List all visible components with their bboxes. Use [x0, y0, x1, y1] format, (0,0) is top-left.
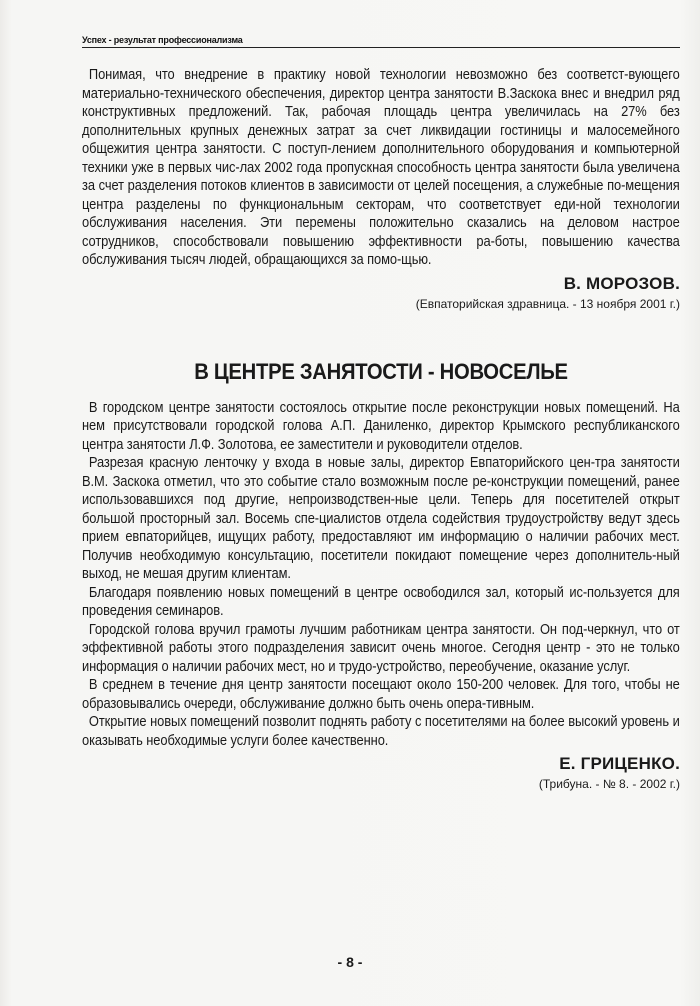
paragraph: Понимая, что внедрение в практику новой технологии невозможно без соответст-вующего материально-технического обеспечения, директор центра занятости В.Заскока внес и внедрил ряд конструктивных предложений. Так, рабочая площадь центра увеличилась на 27% без дополнительных крупных денежных затрат за счет ликвидации гостиницы и малосемейного общежития центра занятости. С поступ-лением дополнительного оборудования и компьютерной техники уже в первых чис-лах 2002 года пропускная способность центра занятости была увеличена за счет разделения потоков клиентов в зависимости от целей посещения, а служебные по-мещения центра разделены по функциональным секторам, что соответствует еди-ной технологии обслуживания населения. Эти перемены положительно сказались на деловом настрое сотрудников, способствовали повышению эффективности ра-боты, повышению качества обслуживания тысяч людей, обращающихся за помо-щью.: [82, 66, 680, 268]
source-citation: (Трибуна. - № 8. - 2002 г.): [538, 777, 680, 791]
page-number: - 8 -: [337, 954, 363, 970]
paragraph: В городском центре занятости состоялось открытие после реконструкции новых помещений. На нем присутствовали городской голова А.П. Даниленко, директор Крымского республиканского центра занятости Л.Ф. Золотова, ее заместители и руководители отделов.: [82, 398, 680, 453]
author-signature: В. МОРОЗОВ.: [563, 273, 680, 293]
article-headline: В ЦЕНТРЕ ЗАНЯТОСТИ - НОВОСЕЛЬЕ: [194, 358, 568, 384]
paragraph: В среднем в течение дня центр занятости посещают около 150-200 человек. Для того, чтобы не образовывались очереди, обслуживание должно быть очень опера-тивным.: [82, 676, 680, 712]
author-signature: Е. ГРИЦЕНКО.: [559, 754, 680, 773]
paragraph: Городской голова вручил грамоты лучшим работникам центра занятости. Он под-черкнул, что от эффективной работы этого подразделения зависит очень многое. Сегодня центр - это не только информация о наличии рабочих мест, но и трудо-устройство, переобучение, оказание услуг.: [82, 620, 680, 675]
running-header: Успех - результат профессионализма: [82, 35, 680, 48]
paragraph: Благодаря появлению новых помещений в центре освободился зал, который ис-пользуется для проведения семинаров.: [82, 583, 680, 619]
paragraph: Разрезая красную ленточку у входа в новые залы, директор Евпаторийского цен-тра занятости В.М. Заскока отметил, что это событие стало возможным после ре-конструкции помещений, ранее использовавшихся под другие, непроизводствен-ные цели. Теперь для посетителей открыт большой просторный зал. Восемь спе-циалистов отдела содействия трудоустройству ведут здесь прием евпаторийцев, ищущих работу, предоставляют им информацию о наличии рабочих мест. Получив необходимую консультацию, посетители покидают помещение через дополнитель-ный выход, не мешая другим клиентам.: [82, 454, 680, 582]
article-1: [82, 66, 680, 311]
article-2: [82, 359, 680, 792]
source-citation: (Евпаторийская здравница. - 13 ноября 2001 г.): [415, 296, 680, 311]
article-content: [82, 66, 680, 791]
paragraph: Открытие новых помещений позволит поднять работу с посетителями на более высокий уровень и оказывать необходимые услуги более качественно.: [82, 713, 680, 749]
